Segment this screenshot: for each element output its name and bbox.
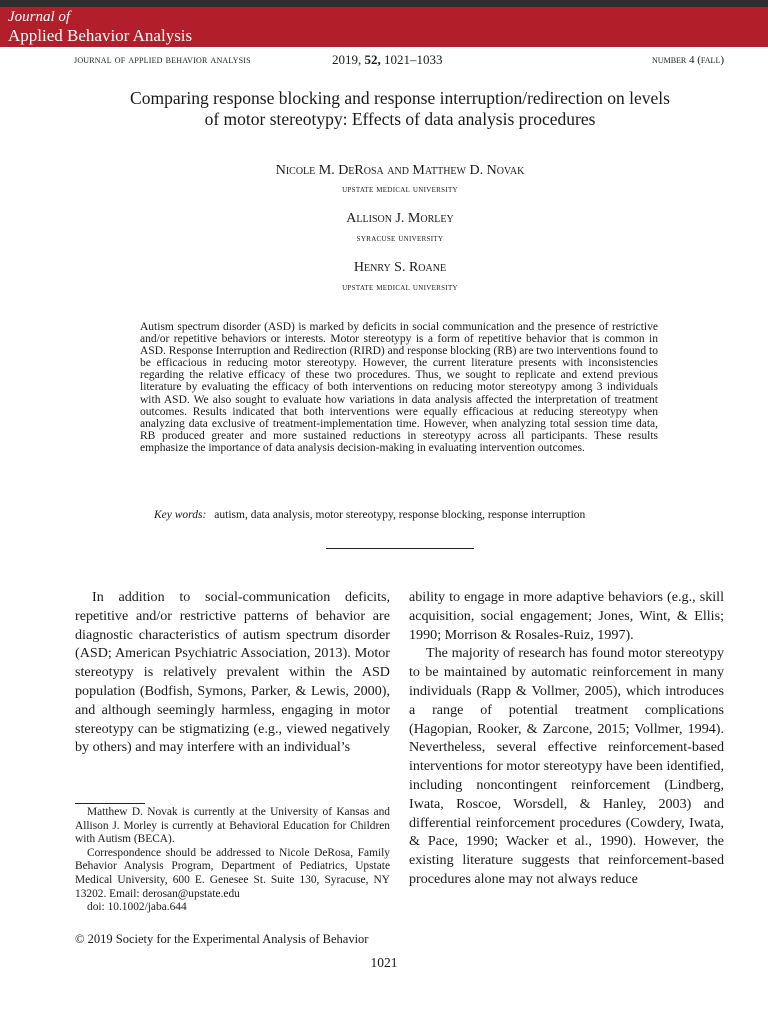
footnote-rule xyxy=(75,803,145,804)
body-right-column xyxy=(409,588,724,889)
affiliation-3: upstate medical university xyxy=(342,283,458,293)
citation-pages: 1021–1033 xyxy=(384,52,443,67)
affiliation-1: upstate medical university xyxy=(342,185,458,195)
author-line-1: Nicole M. DeRosa and Matthew D. Novak xyxy=(275,163,525,178)
article-title: Comparing response blocking and response interruption/redirection on levels of motor stereotypy: Effects of data analysis procedures xyxy=(130,88,670,129)
journal-logo-line1: Journal of xyxy=(8,9,71,25)
running-head xyxy=(74,52,724,68)
body-left-column xyxy=(75,588,390,757)
footnotes xyxy=(75,806,390,915)
author-line-2: Allison J. Morley xyxy=(346,211,454,226)
body-paragraph: The majority of research has found motor stereotypy to be maintained by automatic reinforcement in many individuals (Rapp & Vollmer, 2005), which introduces a range of potential treatment complications (Hagopian, Rooker, & Zarcone, 2015; Vollmer, 1994). Nevertheless, several effective reinforcement-based interventions for motor stereotypy have been identified, including noncontingent reinforcement (Lindberg, Iwata, Roscoe, Worsdell, & Hanley, 2003) and differential reinforcement procedures (Cowdery, Iwata, & Pace, 1990; Wacker et al., 1990). However, the existing literature suggests that reinforcement-based procedures alone may not always reduce xyxy=(409,645,724,887)
footnote-affiliation: Matthew D. Novak is currently at the University of Kansas and Allison J. Morley is currently at Behavioral Education for Children with Autism (BECA). xyxy=(75,806,390,846)
running-head-citation xyxy=(332,52,443,68)
body-paragraph: ability to engage in more adaptive behaviors (e.g., skill acquisition, social engagement; Jones, Wint, & Ellis; 1990; Morrison & Rosales-Ruiz, 1997). xyxy=(409,589,724,643)
body-paragraph: In addition to social-communication deficits, repetitive and/or restrictive patterns of behavior are diagnostic characteristics of autism spectrum disorder (ASD; American Psychiatric Association, 2013). Motor stereotypy is relatively prevalent within the ASD population (Bodfish, Symons, Parker, & Lewis, 2000), and although seemingly harmless, engaging in motor stereotypy can be stigmatizing (e.g., viewed negatively by others) and may interfere with an individual’s xyxy=(75,589,390,756)
journal-logo-line2: Applied Behavior Analysis xyxy=(8,26,193,45)
footnote-doi[interactable]: doi: 10.1002/jaba.644 xyxy=(87,901,187,914)
section-divider xyxy=(326,548,474,549)
footnote-correspondence: Correspondence should be addressed to Nicole DeRosa, Family Behavior Analysis Program, Department of Pediatrics, Upstate Medical University, 600 E. Genesee St. Suite 130, Syracuse, NY 13202. Email: derosan@upstate.edu xyxy=(75,846,390,900)
copyright: © 2019 Society for the Experimental Analysis of Behavior xyxy=(75,932,369,946)
keywords-list: autism, data analysis, motor stereotypy, response blocking, response interruption xyxy=(214,509,586,521)
affiliation-2: syracuse university xyxy=(356,234,444,244)
abstract: Autism spectrum disorder (ASD) is marked by deficits in social communication and the presence of restrictive and/or repetitive behaviors or interests. Motor stereotypy is a form of repetitive behavior that is common in ASD. Response Interruption and Redirection (RIRD) and response blocking (RB) are two interventions found to be efficacious in reducing motor stereotypy. However, the current literature presents with inconsistencies regarding the relative efficacy of these two procedures. Thus, we sought to replicate and extend previous literature by evaluating the efficacy of both interventions on reducing motor stereotypy among 3 individuals with ASD. We also sought to evaluate how variations in data analysis affected the interpretation of treatment outcomes. Results indicated that both interventions were equally efficacious at reducing stereotypy when analyzing data exclusive of treatment-implementation time. However, when analyzing total session time data, RB produced greater and more sustained reductions in stereotypy across all participants. These results emphasize the importance of data analysis decision-making in evaluating intervention outcomes. xyxy=(140,321,658,454)
keywords xyxy=(154,508,674,522)
citation-volume: 52, xyxy=(364,52,381,67)
citation-year: 2019, xyxy=(332,52,362,67)
journal-banner xyxy=(0,7,768,47)
keywords-label: Key words: xyxy=(154,509,207,521)
running-head-issue: number 4 (fall) xyxy=(652,54,724,66)
top-rule xyxy=(0,0,768,7)
page-number: 1021 xyxy=(370,955,398,970)
running-head-journal: journal of applied behavior analysis xyxy=(74,54,251,66)
author-line-3: Henry S. Roane xyxy=(353,260,447,275)
